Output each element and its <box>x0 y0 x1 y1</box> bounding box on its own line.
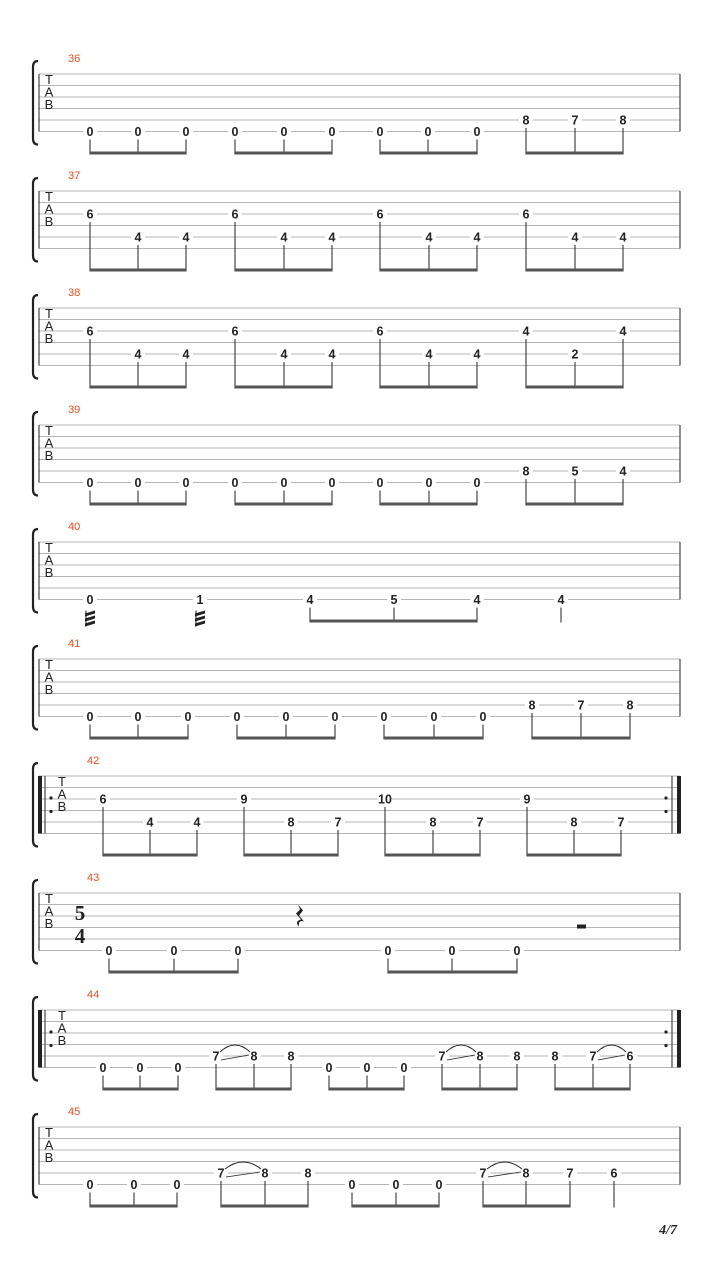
tab-clef-letter: T <box>45 540 53 555</box>
beam <box>244 854 338 857</box>
fret-number: 6 <box>626 1049 634 1064</box>
tab-clef-letter: T <box>45 306 53 321</box>
tab-clef-letter: T <box>58 1008 66 1023</box>
measure-number: 40 <box>68 521 81 533</box>
fret-number: 0 <box>134 125 142 139</box>
tab-clef-letter: A <box>44 201 54 217</box>
tab-system <box>33 872 680 974</box>
beam <box>442 1088 517 1091</box>
repeat-dot <box>664 1030 667 1033</box>
fret-number: 4 <box>182 230 190 245</box>
tab-system <box>33 1106 680 1208</box>
fret-number: 7 <box>571 113 579 128</box>
fret-number: 0 <box>231 476 239 490</box>
fret-number: 8 <box>513 1049 521 1064</box>
tab-system <box>33 53 680 155</box>
slur-arc <box>220 1045 250 1052</box>
fret-number: 4 <box>425 347 433 362</box>
fret-number: 4 <box>328 230 336 245</box>
measure-number: 37 <box>68 170 81 182</box>
fret-number: 0 <box>400 1061 408 1075</box>
fret-number: 0 <box>424 125 432 139</box>
beam <box>310 620 477 623</box>
fret-number: 4 <box>473 230 481 245</box>
slur-arc <box>487 1162 522 1169</box>
fret-number: 7 <box>479 1166 487 1181</box>
tab-clef-letter: B <box>44 448 54 463</box>
beam <box>380 152 477 155</box>
tab-clef-letter: B <box>44 214 54 229</box>
fret-number: 0 <box>134 710 142 724</box>
fret-number: 8 <box>287 1049 295 1064</box>
repeat-end-thick <box>677 1010 681 1068</box>
fret-number: 2 <box>571 347 579 362</box>
fret-number: 8 <box>522 464 530 479</box>
tab-system <box>33 989 681 1091</box>
fret-number: 0 <box>331 710 339 724</box>
fret-number: 0 <box>392 1178 400 1192</box>
fret-number: 0 <box>328 125 336 139</box>
page-number-text: 4/7 <box>659 1223 677 1238</box>
beam <box>527 854 621 857</box>
system-bracket <box>33 529 38 613</box>
system-bracket <box>33 178 38 262</box>
fret-number: 0 <box>234 944 242 958</box>
fret-number: 0 <box>380 710 388 724</box>
fret-number: 9 <box>523 792 531 807</box>
tab-clef-letter: B <box>44 682 54 697</box>
measure-number: 44 <box>87 989 100 1001</box>
beam <box>352 1205 439 1208</box>
tab-clef-letter: B <box>44 331 54 346</box>
tab-clef-letter: T <box>45 189 53 204</box>
system-bracket <box>33 412 38 496</box>
beam <box>103 854 197 857</box>
fret-number: 0 <box>86 476 94 490</box>
beam <box>103 1088 178 1091</box>
fret-number: 0 <box>86 593 94 607</box>
fret-number: 0 <box>513 944 521 958</box>
fret-number: 5 <box>571 464 579 479</box>
fret-number: 8 <box>522 1166 530 1181</box>
fret-number: 7 <box>476 815 484 830</box>
fret-number: 6 <box>99 792 107 807</box>
tab-system <box>33 287 680 389</box>
fret-number: 0 <box>86 1178 94 1192</box>
tab-clef-letter: A <box>44 84 54 100</box>
fret-number: 8 <box>522 113 530 128</box>
fret-number: 0 <box>174 1061 182 1075</box>
fret-number: 7 <box>438 1049 446 1064</box>
beam <box>235 503 332 506</box>
fret-number: 5 <box>390 593 398 607</box>
fret-number: 8 <box>619 113 627 128</box>
beam <box>526 386 623 389</box>
measure-number: 43 <box>87 872 100 884</box>
fret-number: 0 <box>233 710 241 724</box>
beam <box>555 1088 630 1091</box>
fret-number: 6 <box>376 324 384 339</box>
fret-number: 0 <box>425 476 433 490</box>
tab-clef-letter: B <box>57 799 67 814</box>
fret-number: 4 <box>522 324 530 339</box>
fret-number: 0 <box>170 944 178 958</box>
slur-arc <box>225 1162 261 1169</box>
fret-number: 0 <box>376 476 384 490</box>
fret-number: 7 <box>577 698 585 713</box>
repeat-dot <box>49 1030 52 1033</box>
fret-number: 1 <box>196 593 204 607</box>
beam <box>483 1205 570 1208</box>
fret-number: 6 <box>376 207 384 222</box>
fret-number: 4 <box>306 593 314 607</box>
fret-number: 7 <box>212 1049 220 1064</box>
tab-clef-letter: A <box>44 552 54 568</box>
fret-number: 8 <box>304 1166 312 1181</box>
fret-number: 0 <box>86 710 94 724</box>
repeat-start-thick <box>38 1010 42 1068</box>
fret-number: 4 <box>193 815 201 830</box>
fret-number: 4 <box>280 347 288 362</box>
tab-clef-letter: T <box>58 774 66 789</box>
fret-number: 0 <box>473 476 481 490</box>
tab-clef-letter: B <box>44 97 54 112</box>
beam <box>235 152 332 155</box>
half-rest-icon <box>577 925 586 929</box>
fret-number: 0 <box>136 1061 144 1075</box>
tab-system <box>33 170 680 272</box>
tab-system <box>33 404 680 506</box>
tab-clef-letter: T <box>45 423 53 438</box>
repeat-dot <box>664 810 667 813</box>
tremolo-picking-icon <box>195 611 205 627</box>
fret-number: 0 <box>435 1178 443 1192</box>
fret-number: 4 <box>473 347 481 362</box>
measure-number: 45 <box>68 1106 81 1118</box>
fret-number: 8 <box>626 698 634 713</box>
fret-number: 0 <box>282 710 290 724</box>
fret-number: 7 <box>334 815 342 830</box>
fret-number: 0 <box>384 944 392 958</box>
fret-number: 9 <box>240 792 248 807</box>
fret-number: 0 <box>280 476 288 490</box>
beam <box>90 503 186 506</box>
repeat-dot <box>49 1044 52 1047</box>
fret-number: 0 <box>231 125 239 139</box>
time-signature-bottom: 4 <box>74 924 86 948</box>
fret-number: 4 <box>619 324 627 339</box>
tab-system <box>33 521 680 627</box>
system-bracket <box>33 646 38 730</box>
repeat-dot <box>49 810 52 813</box>
fret-number: 8 <box>287 815 295 830</box>
beam <box>216 1088 291 1091</box>
fret-number: 0 <box>182 476 190 490</box>
fret-number: 0 <box>479 710 487 724</box>
fret-number: 0 <box>184 710 192 724</box>
fret-number: 0 <box>280 125 288 139</box>
tab-clef-letter: A <box>44 1137 54 1153</box>
beam <box>380 269 477 272</box>
system-bracket <box>33 61 38 145</box>
system-bracket <box>33 1114 38 1198</box>
system-bracket <box>33 763 38 847</box>
fret-number: 6 <box>86 207 94 222</box>
tab-clef-letter: B <box>44 916 54 931</box>
tab-system <box>33 755 681 857</box>
slur-arc <box>597 1045 626 1052</box>
tab-clef-letter: A <box>44 435 54 451</box>
fret-number: 4 <box>280 230 288 245</box>
fret-number: 0 <box>328 476 336 490</box>
beam <box>526 503 623 506</box>
tab-clef-letter: A <box>57 1020 67 1036</box>
system-bracket <box>33 295 38 379</box>
beam <box>385 854 480 857</box>
beam <box>532 737 630 740</box>
tab-clef-letter: A <box>57 786 67 802</box>
beam <box>526 152 623 155</box>
tab-clef-letter: A <box>44 669 54 685</box>
slur-arc <box>446 1045 476 1052</box>
beam <box>90 152 186 155</box>
repeat-end-thick <box>677 776 681 834</box>
fret-number: 6 <box>231 207 239 222</box>
fret-number: 4 <box>557 593 565 607</box>
fret-number: 0 <box>325 1061 333 1075</box>
fret-number: 6 <box>231 324 239 339</box>
repeat-start-thick <box>38 776 42 834</box>
tab-clef-letter: A <box>44 903 54 919</box>
fret-number: 0 <box>473 125 481 139</box>
fret-number: 6 <box>522 207 530 222</box>
fret-number: 4 <box>182 347 190 362</box>
beam <box>237 737 335 740</box>
fret-number: 0 <box>173 1178 181 1192</box>
tab-clef-letter: T <box>45 657 53 672</box>
fret-number: 8 <box>250 1049 258 1064</box>
fret-number: 4 <box>619 464 627 479</box>
tremolo-picking-icon <box>85 611 95 627</box>
system-bracket <box>33 880 38 964</box>
tab-clef-letter: B <box>44 1150 54 1165</box>
fret-number: 0 <box>134 476 142 490</box>
beam <box>388 971 517 974</box>
fret-number: 0 <box>130 1178 138 1192</box>
tab-clef-letter: T <box>45 891 53 906</box>
fret-number: 4 <box>619 230 627 245</box>
tab-clef-letter: B <box>44 565 54 580</box>
measure-number: 36 <box>68 53 81 65</box>
fret-number: 8 <box>551 1049 559 1064</box>
measure-number: 41 <box>68 638 81 650</box>
beam <box>380 386 477 389</box>
fret-number: 4 <box>134 230 142 245</box>
tab-clef-letter: T <box>45 72 53 87</box>
fret-number: 0 <box>430 710 438 724</box>
repeat-dot <box>664 796 667 799</box>
measure-number: 39 <box>68 404 81 416</box>
fret-number: 0 <box>99 1061 107 1075</box>
fret-number: 7 <box>217 1166 225 1181</box>
tab-clef-letter: A <box>44 318 54 334</box>
fret-number: 0 <box>448 944 456 958</box>
beam <box>235 386 332 389</box>
fret-number: 8 <box>476 1049 484 1064</box>
fret-number: 0 <box>376 125 384 139</box>
fret-number: 4 <box>425 230 433 245</box>
beam <box>90 386 186 389</box>
beam <box>235 269 332 272</box>
fret-number: 0 <box>86 125 94 139</box>
fret-number: 4 <box>146 815 154 830</box>
fret-number: 8 <box>570 815 578 830</box>
measure-number: 38 <box>68 287 81 299</box>
beam <box>329 1088 404 1091</box>
fret-number: 6 <box>86 324 94 339</box>
fret-number: 8 <box>528 698 536 713</box>
fret-number: 6 <box>610 1166 618 1181</box>
measure-number: 42 <box>87 755 100 767</box>
fret-number: 8 <box>261 1166 269 1181</box>
fret-number: 7 <box>617 815 625 830</box>
fret-number: 0 <box>348 1178 356 1192</box>
system-bracket <box>33 997 38 1081</box>
tab-clef-letter: B <box>57 1033 67 1048</box>
fret-number: 4 <box>328 347 336 362</box>
fret-number: 4 <box>571 230 579 245</box>
beam <box>109 971 238 974</box>
tab-clef-letter: T <box>45 1125 53 1140</box>
beam <box>384 737 483 740</box>
fret-number: 7 <box>589 1049 597 1064</box>
fret-number: 7 <box>566 1166 574 1181</box>
beam <box>380 503 477 506</box>
fret-number: 0 <box>105 944 113 958</box>
beam <box>90 737 188 740</box>
fret-number: 0 <box>363 1061 371 1075</box>
beam <box>90 1205 177 1208</box>
beam <box>526 269 623 272</box>
beam <box>221 1205 308 1208</box>
repeat-dot <box>49 796 52 799</box>
fret-number: 4 <box>134 347 142 362</box>
tab-system <box>33 638 680 740</box>
fret-number: 10 <box>378 792 392 807</box>
fret-number: 8 <box>429 815 437 830</box>
time-signature-top: 5 <box>74 901 86 925</box>
fret-number: 0 <box>182 125 190 139</box>
fret-number: 4 <box>473 593 481 607</box>
repeat-dot <box>664 1044 667 1047</box>
beam <box>90 269 186 272</box>
